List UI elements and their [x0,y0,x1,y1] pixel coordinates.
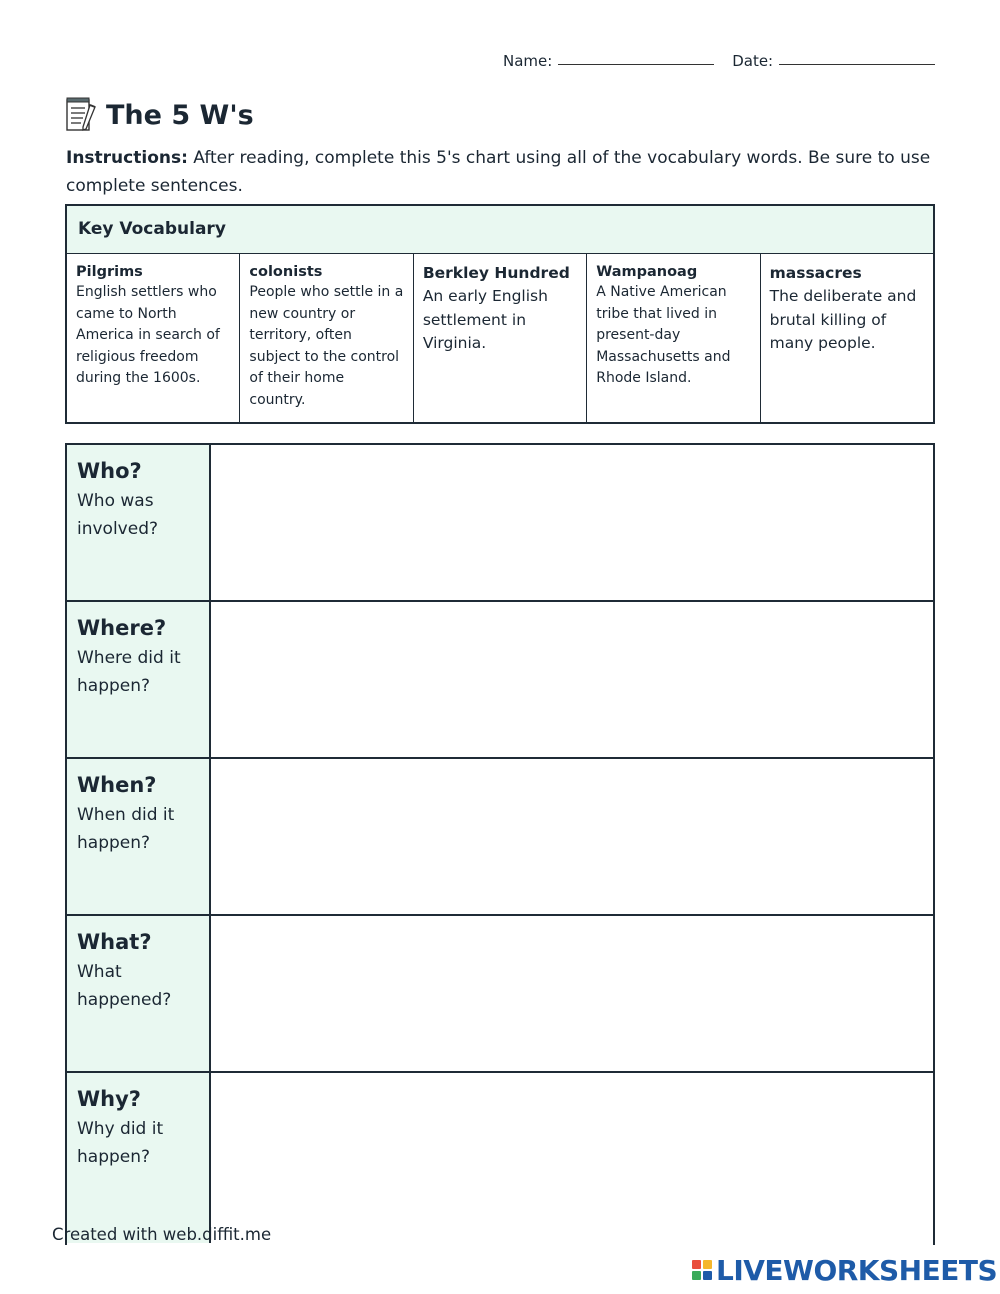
table-row-when [67,759,933,916]
row-question: When? [77,773,157,797]
vocab-definition: An early English settlement in Virginia. [422,287,548,352]
name-label: Name: [503,52,553,70]
instructions-text: After reading, complete this 5's chart using all of the vocabulary words. Be sure to use complete sentences. [66,148,931,196]
title-row [66,96,254,134]
vocab-definition: People who settle in a new country or territory, often subject to the control of their home country. [249,284,404,408]
vocab-term: colonists [249,264,323,280]
answer-field-when[interactable] [211,759,933,914]
vocab-term: Wampanoag [596,264,698,280]
row-label [67,445,211,600]
table-row-why [67,1073,933,1243]
row-label [67,1073,211,1243]
row-question: What? [77,930,152,954]
date-field[interactable] [779,63,935,65]
answer-field-why[interactable] [211,1073,933,1243]
vocab-term: Berkley Hundred [422,264,570,282]
answer-field-what[interactable] [211,916,933,1071]
table-row-where [67,602,933,759]
vocab-item-colonists [239,254,412,422]
row-prompt: When did it happen? [77,805,175,853]
name-date-row [503,48,935,70]
row-prompt: What happened? [77,962,172,1010]
vocabulary-columns [67,254,933,422]
vocab-item-pilgrims [67,254,239,422]
brand-name: LIVEWORKSHEETS [716,1253,998,1287]
vocab-term: Pilgrims [76,264,143,280]
vocab-definition: English settlers who came to North America in search of religious freedom during the 1600s. [76,284,220,386]
row-label [67,602,211,757]
vocab-definition: The deliberate and brutal killing of many people. [769,287,917,352]
row-label [67,916,211,1071]
vocabulary-heading: Key Vocabulary [67,206,933,254]
row-prompt: Where did it happen? [77,648,181,696]
row-label [67,759,211,914]
vocab-term: massacres [769,264,862,282]
answer-field-who[interactable] [211,445,933,600]
row-question: Why? [77,1087,141,1111]
row-prompt: Who was involved? [77,491,159,539]
table-row-what [67,916,933,1073]
vocab-item-berkley-hundred [413,254,586,422]
vocabulary-box [65,204,935,424]
table-row-who [67,445,933,602]
credit-text: Created with web.diffit.me [52,1225,272,1244]
vocab-item-massacres [760,254,933,422]
page-title: The 5 W's [106,99,254,131]
liveworksheets-logo[interactable] [692,1252,997,1288]
date-label: Date: [732,52,774,70]
name-field[interactable] [558,63,714,65]
liveworksheets-icon [692,1260,712,1280]
five-ws-table [65,443,935,1245]
row-question: Where? [77,616,167,640]
notepad-icon [66,97,98,133]
answer-field-where[interactable] [211,602,933,757]
instructions [66,144,936,200]
row-prompt: Why did it happen? [77,1119,164,1167]
vocab-item-wampanoag [586,254,759,422]
instructions-label: Instructions: [66,148,188,168]
vocab-definition: A Native American tribe that lived in present-day Massachusetts and Rhode Island. [596,284,731,386]
row-question: Who? [77,459,142,483]
